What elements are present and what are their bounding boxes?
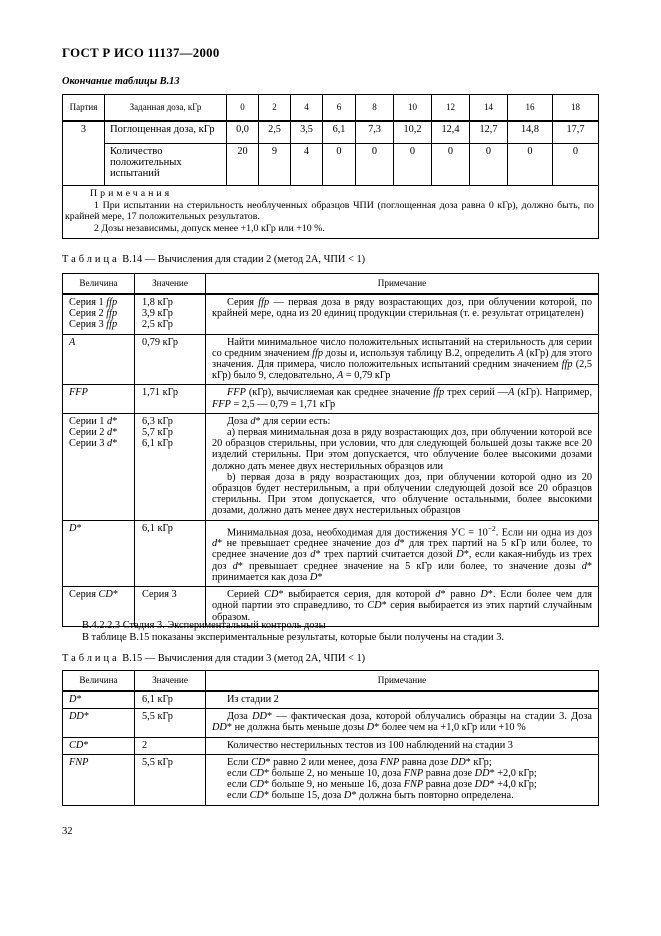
row-label-positive-tests: Количество положительных испытаний	[105, 144, 227, 186]
caption-word: Таблица	[62, 653, 120, 664]
party-number-cell: 3	[63, 121, 105, 186]
note-cell	[206, 691, 599, 709]
table-row-absorbed-dose	[63, 121, 599, 144]
note-cell	[206, 709, 599, 737]
table-cell: 9	[259, 144, 291, 186]
quantity-cell: Серии 1 d* Серии 2 d* Серии 3 d*	[63, 413, 135, 520]
table-cell: 0	[432, 144, 470, 186]
table-cell: 18	[553, 95, 599, 122]
paragraph: 1 При испытании на стерильность необлученных образцов ЧПИ (поглощенная доза равна 0 кГр), должно быть, по крайней мере, 17 положительных результатов.	[65, 199, 594, 223]
note-cell	[206, 334, 599, 385]
table-row-dstar	[63, 691, 599, 709]
table-cell: 6,1	[323, 121, 356, 144]
paragraph: если CD* больше 15, доза D* должна быть повторно определена.	[227, 790, 514, 802]
table-cell: 3,5	[291, 121, 323, 144]
paragraph: a) первая минимальная доза в ряду возрастающих доз, при облучении которой все 20 образцов стерильны, при условии, что для следующей большей дозы также все 20 изделий стерильны. При этом допускается, что облучение более высокими дозами должно дать менее двух нестерильных образцов или	[212, 427, 592, 472]
table-cell: 0,0	[227, 121, 259, 144]
table-cell: 14	[470, 95, 508, 122]
paragraph: если CD* больше 2, но меньше 10, доза FNP равна дозе DD* +2,0 кГр;	[227, 768, 537, 780]
table-b13-notes-row	[63, 186, 599, 239]
table-cell: 4	[291, 95, 323, 122]
paragraph: Серия ffp — первая доза в ряду возрастающих доз, при облучении которой, по крайней мере, одна из 20 единиц продукции стерильная (т. е. результат отрицателен)	[212, 297, 592, 320]
paragraph: Минимальная доза, необходимая для достижения УС = $10^{-2}$. Если ни одна из доз d* не превышает среднее значение доз d* для трех партий на 5 кГр или более, то среднее значение доз d* трех партий считается дозой D*, если какая-нибудь из трех доз d* превышает среднее значение на 5 кГр или более, то значение дозы d* принимается как доза D*	[212, 523, 592, 583]
table-b13-header-row	[63, 95, 599, 122]
quantity-cell: CD*	[63, 737, 135, 754]
table-cell: 0	[227, 95, 259, 122]
value-cell: 1,71 кГр	[135, 385, 206, 413]
table-cell: 6	[323, 95, 356, 122]
table-b15	[62, 670, 599, 806]
paragraph: Если CD* равно 2 или менее, доза FNP равна дозе DD* кГр;	[227, 756, 492, 768]
table-row-dstar-series	[63, 413, 599, 520]
table-cell: 14,8	[508, 121, 553, 144]
notes-list	[65, 200, 594, 235]
table-row-cdstar	[63, 737, 599, 754]
table-cell: 10,2	[394, 121, 432, 144]
paragraph: Доза DD* — фактическая доза, которой облучались образцы на стадии 3. Доза DD* не должна быть меньше дозы D* более чем на +1,0 кГр или +10 %	[212, 711, 592, 734]
paragraph: b) первая доза в ряду возрастающих доз, при облучении которой одно из 20 образцов будет нестерильным, а при облучении следующей дозой все 20 образцов стерильны. При этом допускается, что облучение остальными, более высокими дозами, должно дать менее двух нестерильных образцов	[212, 471, 592, 517]
value-cell: 1,8 кГр 3,9 кГр 2,5 кГр	[135, 294, 206, 334]
table-b13	[62, 94, 599, 239]
quantity-cell: FNP	[63, 754, 135, 805]
column-header-party: Партия	[63, 95, 105, 122]
table-cell: 8	[356, 95, 394, 122]
table-row-ddstar	[63, 709, 599, 737]
table-row-positive-tests	[63, 144, 599, 186]
table-b15-caption	[62, 653, 365, 664]
value-cell: 6,1 кГр	[135, 691, 206, 709]
column-header-value: Значение	[135, 274, 206, 295]
table-cell: 0	[323, 144, 356, 186]
table-cell: 4	[291, 144, 323, 186]
quantity-cell: D*	[63, 691, 135, 709]
notes-title: Примечания	[90, 188, 173, 199]
document-header: ГОСТ Р ИСО 11137—2000	[62, 46, 220, 60]
page-number: 32	[62, 826, 73, 837]
table-b13-continuation-caption: Окончание таблицы В.13	[62, 76, 180, 87]
section-b4223	[62, 620, 598, 644]
table-row-fnp	[63, 754, 599, 805]
section-heading: В.4.2.2.3 Стадия 3. Экспериментальный контроль дозы	[82, 620, 326, 631]
notes-cell	[63, 186, 599, 239]
column-header-target-dose: Заданная доза, кГр	[105, 95, 227, 122]
table-cell: 20	[227, 144, 259, 186]
table-b14-caption	[62, 254, 365, 265]
table-cell: 2,5	[259, 121, 291, 144]
value-cell: 5,5 кГр	[135, 754, 206, 805]
table-cell: 0	[356, 144, 394, 186]
section-text: В таблице В.15 показаны экспериментальные результаты, которые были получены на стадии 3.	[82, 631, 504, 643]
note-cell	[206, 413, 599, 520]
column-header-quantity: Величина	[63, 671, 135, 692]
caption-text: В.14 — Вычисления для стадии 2 (метод 2А, ЧПИ < 1)	[119, 254, 366, 265]
quantity-cell: D*	[63, 520, 135, 586]
table-b14-header-row	[63, 274, 599, 295]
note-cell	[206, 385, 599, 413]
quantity-cell: Серия CD*	[63, 587, 135, 627]
value-cell: 2	[135, 737, 206, 754]
table-row-ffp-series	[63, 294, 599, 334]
caption-word: Таблица	[62, 254, 120, 265]
caption-text: В.15 — Вычисления для стадии 3 (метод 2А, ЧПИ < 1)	[119, 653, 366, 664]
paragraph: Из стадии 2	[227, 694, 279, 705]
value-cell: 0,79 кГр	[135, 334, 206, 385]
paragraph: FFP (кГр), вычисляемая как среднее значение ffp трех серий —А (кГр). Например, FFP = 2,5 — 0,79 = 1,71 кГр	[212, 387, 593, 410]
table-b14	[62, 273, 599, 627]
value-cell: 6,1 кГр	[135, 520, 206, 586]
table-row-ffp-value	[63, 385, 599, 413]
table-cell: 2	[259, 95, 291, 122]
quantity-cell: FFP	[63, 385, 135, 413]
paragraph: Количество нестерильных тестов из 100 наблюдений на стадии 3	[227, 739, 513, 751]
table-row-a	[63, 334, 599, 385]
column-header-value: Значение	[135, 671, 206, 692]
table-cell: 0	[553, 144, 599, 186]
table-cell: 7,3	[356, 121, 394, 144]
paragraph: Найти минимальное число положительных испытаний на стерильность для серии со средним значением ffp дозы и, используя таблицу В.2, определить А (кГр) для этого значения. Для примера, число положительных испытаний средним значением ffp (2,5 кГр) было 9, следовательно, А = 0,79 кГр	[212, 336, 592, 382]
value-cell: 5,5 кГр	[135, 709, 206, 737]
quantity-cell: DD*	[63, 709, 135, 737]
table-cell: 12,4	[432, 121, 470, 144]
quantity-cell: А	[63, 334, 135, 385]
value-cell: 6,3 кГр 5,7 кГр 6,1 кГр	[135, 413, 206, 520]
note-cell	[206, 294, 599, 334]
column-header-note: Примечание	[206, 274, 599, 295]
paragraph: Серией CD* выбирается серия, для которой d* равно D*. Если более чем для одной партии это справедливо, то CD* серия выбирается из этих партий случайным образом.	[212, 589, 592, 623]
table-cell: 16	[508, 95, 553, 122]
table-b15-header-row	[63, 671, 599, 692]
paragraph: Доза d* для серии есть:	[227, 415, 331, 427]
quantity-cell: Серия 1 ffp Серия 2 ffp Серия 3 ffp	[63, 294, 135, 334]
table-row-dstar	[63, 520, 599, 586]
note-cell	[206, 754, 599, 805]
paragraph: 2 Дозы независимы, допуск менее +1,0 кГр или +10 %.	[94, 222, 325, 234]
paragraph: если CD* больше 9, но меньше 16, доза FNP равна дозе DD* +4,0 кГр;	[227, 779, 537, 791]
table-cell: 12,7	[470, 121, 508, 144]
table-cell: 17,7	[553, 121, 599, 144]
row-label-absorbed-dose: Поглощенная доза, кГр	[105, 121, 227, 144]
column-header-note: Примечание	[206, 671, 599, 692]
table-cell: 12	[432, 95, 470, 122]
table-cell: 0	[470, 144, 508, 186]
table-cell: 0	[508, 144, 553, 186]
column-header-quantity: Величина	[63, 274, 135, 295]
table-cell: 10	[394, 95, 432, 122]
note-cell	[206, 737, 599, 754]
value-cell: Серия 3	[135, 587, 206, 627]
note-cell	[206, 520, 599, 586]
table-cell: 0	[394, 144, 432, 186]
